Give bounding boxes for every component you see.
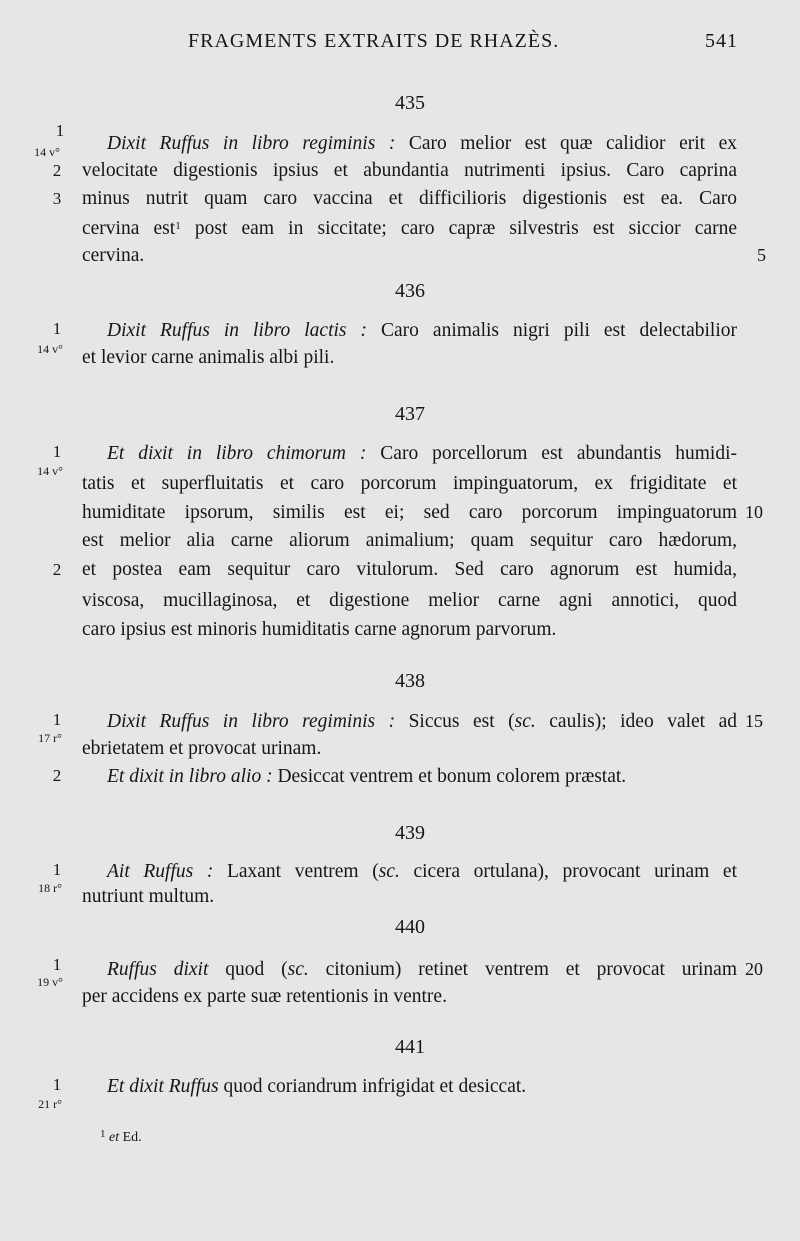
margin-folio: 14 v° <box>37 464 63 478</box>
text-line: minus nutrit quam caro vaccina et difficilioris digestionis est ea. Caro <box>82 188 737 209</box>
margin-folio: 21 r° <box>38 1097 62 1111</box>
line-number: 5 <box>757 245 766 265</box>
margin-ref: 1 <box>52 442 62 461</box>
text-line: et postea eam sequitur caro vitulorum. Sed caro agnorum est humida, <box>82 559 737 580</box>
text-line: humiditate ipsorum, similis est ei; sed caro porcorum impinguatorum <box>82 502 737 523</box>
margin-folio: 14 v° <box>34 145 60 159</box>
margin-ref: 3 <box>52 189 62 208</box>
text-line: cervina. <box>82 245 145 266</box>
text-line: viscosa, mucillaginosa, et digestione melior carne agni annotici, quod <box>82 590 737 611</box>
margin-ref: 1 <box>52 1075 62 1094</box>
text-line: Ait Ruffus : Laxant ventrem (sc. cicera ortulana), provocant urinam et <box>107 861 738 882</box>
section-number: 437 <box>395 403 425 425</box>
margin-ref: 1 <box>52 955 62 974</box>
text-line: nutriunt multum. <box>82 886 215 907</box>
margin-ref: 2 <box>52 560 62 579</box>
margin-folio: 14 v° <box>37 342 63 356</box>
footnote: $^1$ et Ed. <box>100 1128 142 1145</box>
section-number: 435 <box>395 92 425 114</box>
margin-folio: 17 r° <box>38 731 62 745</box>
margin-folio: 19 v° <box>37 975 63 989</box>
line-number: 20 <box>745 959 763 979</box>
section-number: 439 <box>395 822 425 844</box>
text-line: cervina est$^1$ post eam in siccitate; caro capræ silvestris est siccior carne <box>82 218 737 239</box>
text-line: velocitate digestionis ipsius et abundantia nutrimenti ipsius. Caro caprina <box>82 160 737 181</box>
text-line: tatis et superfluitatis et caro porcorum impinguatorum, ex frigiditate et <box>82 473 737 494</box>
text-line: Et dixit in libro chimorum : Caro porcellorum est abundantis humidi- <box>107 443 737 464</box>
text-line: est melior alia carne aliorum animalium; quam sequitur caro hædorum, <box>82 530 737 551</box>
footnote-marker: 1 <box>175 220 181 232</box>
margin-ref: 1 <box>52 860 62 879</box>
margin-folio: 18 r° <box>38 881 62 895</box>
section-number: 441 <box>395 1036 425 1058</box>
running-title: FRAGMENTS EXTRAITS DE RHAZÈS. <box>188 30 560 52</box>
text-line: Et dixit Ruffus quod coriandrum infrigidat et desiccat. <box>107 1076 527 1097</box>
margin-ref: 1 <box>52 710 62 729</box>
section-number: 438 <box>395 670 425 692</box>
margin-ref: 1 <box>52 319 62 338</box>
running-header <box>188 30 738 60</box>
text-line: Et dixit in libro alio : Desiccat ventrem et bonum colorem præstat. <box>107 766 627 787</box>
section-number: 440 <box>395 916 425 938</box>
margin-ref: 2 <box>52 161 62 180</box>
margin-ref: 1 <box>55 121 65 140</box>
text-line: Dixit Ruffus in libro lactis : Caro animalis nigri pili est delectabilior <box>107 320 737 341</box>
text-line: ebrietatem et provocat urinam. <box>82 738 322 759</box>
section-number: 436 <box>395 280 425 302</box>
text-line: Ruffus dixit quod (sc. citonium) retinet ventrem et provocat urinam <box>107 959 737 980</box>
line-number: 10 <box>745 502 763 522</box>
margin-ref: 2 <box>52 766 62 785</box>
text-line: et levior carne animalis albi pili. <box>82 347 335 368</box>
page-number: 541 <box>705 30 738 52</box>
text-line: Dixit Ruffus in libro regiminis : Caro melior est quæ calidior erit ex <box>107 133 738 154</box>
text-line: Dixit Ruffus in libro regiminis : Siccus est (sc. caulis); ideo valet ad <box>107 711 737 732</box>
line-number: 15 <box>745 711 763 731</box>
text-line: caro ipsius est minoris humiditatis carne agnorum parvorum. <box>82 619 557 640</box>
text-line: per accidens ex parte suæ retentionis in ventre. <box>82 986 447 1007</box>
